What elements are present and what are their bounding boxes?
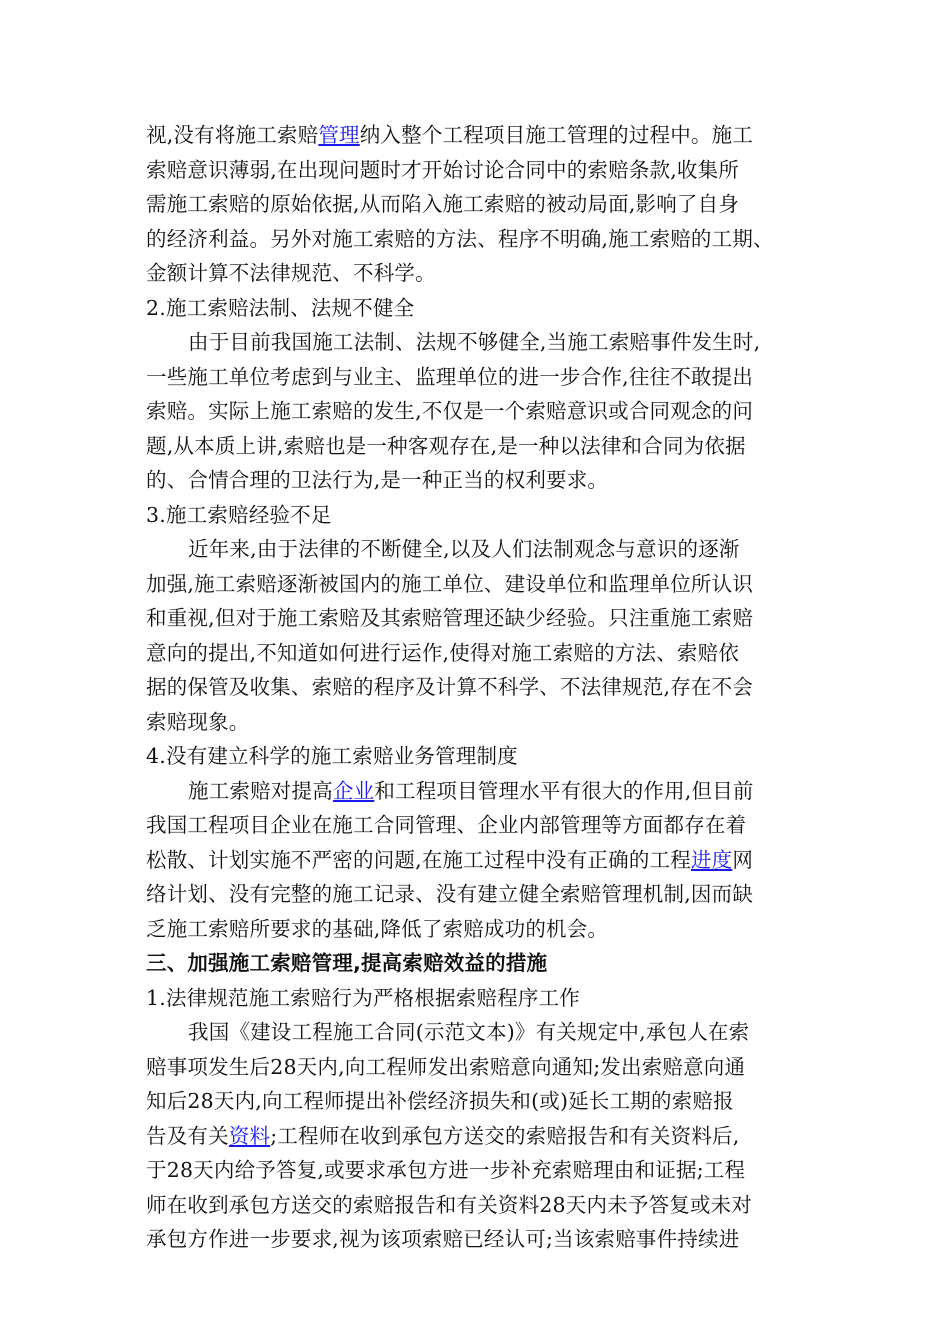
link-guanli[interactable]: 管理 — [318, 123, 360, 147]
text-line: 加强,施工索赔逐渐被国内的施工单位、建设单位和监理单位所认识 — [146, 571, 754, 596]
text-line: 赔事项发生后28天内,向工程师发出索赔意向通知;发出索赔意向通 — [146, 1054, 746, 1079]
text-span: 视,没有将施工索赔 — [146, 123, 319, 147]
text-span: 松散、计划实施不严密的问题,在施工过程中没有正确的工程 — [146, 847, 691, 872]
text-line: 一些施工单位考虑到与业主、监理单位的进一步合作,往往不敢提出 — [146, 364, 754, 389]
text-span: ;工程师在收到承包方送交的索赔报告和有关资料后, — [270, 1123, 740, 1148]
section-heading: 3.施工索赔经验不足 — [146, 502, 332, 527]
text-line: 需施工索赔的原始依据,从而陷入施工索赔的被动局面,影响了自身 — [146, 192, 740, 216]
link-jindu[interactable]: 进度 — [690, 847, 733, 872]
text-line — [146, 774, 836, 809]
text-line: 我国工程项目企业在施工合同管理、企业内部管理等方面都存在着 — [146, 813, 747, 837]
text-span: 网 — [732, 847, 754, 872]
text-line: 意向的提出,不知道如何进行运作,使得对施工索赔的方法、索赔依 — [146, 640, 740, 665]
text-line — [146, 1119, 836, 1154]
section-heading: 1.法律规范施工索赔行为严格根据索赔程序工作 — [146, 985, 580, 1010]
text-span: 纳入整个工程项目施工管理的过程中。施工 — [359, 123, 754, 147]
text-line: 于28天内给予答复,或要求承包方进一步补充索赔理由和证据;工程 — [146, 1158, 746, 1182]
text-line: 的经济利益。另外对施工索赔的方法、程序不明确,施工索赔的工期、 — [146, 226, 774, 251]
chapter-heading: 三、加强施工索赔管理,提高索赔效益的措施 — [146, 951, 548, 975]
text-line — [146, 843, 836, 878]
text-span: 告及有关 — [146, 1123, 229, 1148]
text-line: 题,从本质上讲,索赔也是一种客观存在,是一种以法律和合同为依据 — [146, 433, 746, 458]
link-ziliao[interactable]: 资料 — [228, 1123, 271, 1148]
text-line: 据的保管及收集、索赔的程序及计算不科学、不法律规范,存在不会 — [146, 675, 754, 699]
text-line: 承包方作进一步要求,视为该项索赔已经认可;当该索赔事件持续进 — [146, 1227, 740, 1251]
link-qiye[interactable]: 企业 — [332, 778, 375, 803]
text-span: 和工程项目管理水平有很大的作用,但目前 — [374, 778, 754, 803]
section-heading: 2.施工索赔法制、法规不健全 — [146, 295, 415, 320]
text-line: 由于目前我国施工法制、法规不够健全,当施工索赔事件发生时, — [188, 330, 761, 354]
text-line: 的、合情合理的卫法行为,是一种正当的权利要求。 — [146, 468, 609, 492]
text-line: 近年来,由于法律的不断健全,以及人们法制观念与意识的逐渐 — [188, 537, 740, 561]
section-heading: 4.没有建立科学的施工索赔业务管理制度 — [146, 744, 518, 768]
text-line: 知后28天内,向工程师提出补偿经济损失和(或)延长工期的索赔报 — [146, 1089, 734, 1113]
text-line: 师在收到承包方送交的索赔报告和有关资料28天内未予答复或未对 — [146, 1192, 753, 1217]
text-span: 施工索赔对提高 — [188, 778, 333, 803]
text-line: 索赔意识薄弱,在出现问题时才开始讨论合同中的索赔条款,收集所 — [146, 157, 740, 182]
text-line: 我国《建设工程施工合同(示范文本)》有关规定中,承包人在索 — [188, 1020, 750, 1044]
text-line: 索赔。实际上施工索赔的发生,不仅是一个索赔意识或合同观念的问 — [146, 399, 754, 423]
text-line: 乏施工索赔所要求的基础,降低了索赔成功的机会。 — [146, 916, 609, 941]
text-line: 和重视,但对于施工索赔及其索赔管理还缺少经验。只注重施工索赔 — [146, 606, 754, 630]
document-page — [146, 118, 836, 1257]
text-line: 络计划、没有完整的施工记录、没有建立健全索赔管理机制,因而缺 — [146, 882, 754, 906]
text-line — [146, 118, 836, 153]
text-line: 金额计算不法律规范、不科学。 — [146, 261, 436, 285]
text-line: 索赔现象。 — [146, 709, 250, 734]
